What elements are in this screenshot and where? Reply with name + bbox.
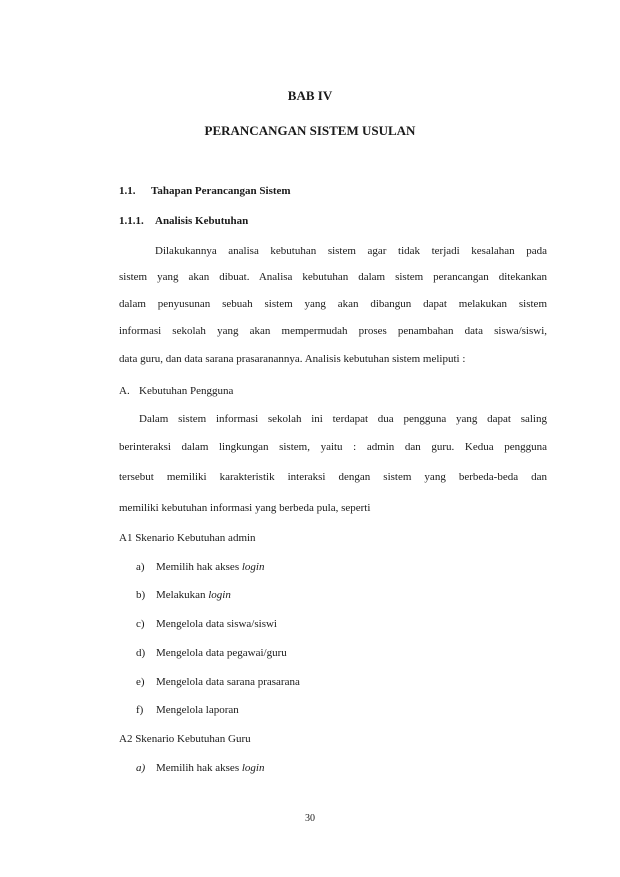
list-item-label: b) [136, 589, 146, 601]
list-item-text: Mengelola data siswa/siswi [156, 618, 277, 630]
chapter-title: PERANCANGAN SISTEM USULAN [204, 123, 416, 138]
chapter-heading: BAB IV [287, 88, 333, 103]
section-number: 1.1. [119, 185, 136, 197]
list-item-text: Memilih hak akses [156, 561, 242, 573]
scenario-guru-title: A2 Skenario Kebutuhan Guru [119, 733, 251, 745]
paragraph-line: data guru, dan data sarana prasaranannya. Analisis kebutuhan sistem meliputi : [119, 353, 466, 365]
point-a-label: A. [119, 385, 130, 397]
list-item-emphasis: login [241, 561, 265, 573]
point-a-title: Kebutuhan Pengguna [139, 385, 234, 397]
subsection-title: Analisis Kebutuhan [155, 215, 249, 227]
list-item-emphasis: login [241, 762, 265, 774]
page-number: 30 [305, 813, 315, 824]
list-item-label: c) [136, 618, 145, 630]
paragraph-line: dalam penyusunan sebuah sistem yang akan dibangun dapat melakukan sistem [119, 298, 547, 310]
paragraph-line: memiliki kebutuhan informasi yang berbeda pula, seperti [119, 502, 371, 514]
subsection-number: 1.1.1. [119, 215, 144, 227]
paragraph-line: informasi sekolah yang akan mempermudah proses penambahan data siswa/siswi, [119, 325, 547, 337]
list-item-text: Melakukan [156, 589, 209, 601]
section-title: Tahapan Perancangan Sistem [151, 185, 291, 197]
list-item-text: Mengelola data pegawai/guru [156, 647, 287, 659]
list-item-label: a) [136, 561, 145, 573]
list-item-text: Mengelola laporan [156, 704, 239, 716]
paragraph-line: Dilakukannya analisa kebutuhan sistem agar tidak terjadi kesalahan pada [155, 245, 547, 257]
scenario-admin-title: A1 Skenario Kebutuhan admin [119, 532, 256, 544]
list-item-label: f) [136, 704, 144, 716]
paragraph-line: berinteraksi dalam lingkungan sistem, yaitu : admin dan guru. Kedua pengguna [119, 441, 547, 453]
list-item-text: Memilih hak akses [156, 762, 242, 774]
paragraph-line: sistem yang akan dibuat. Analisa kebutuhan dalam sistem perancangan ditekankan [119, 271, 547, 283]
list-item-label: e) [136, 676, 145, 688]
paragraph-line: tersebut memiliki karakteristik interaksi dengan sistem yang berbeda-beda dan [119, 471, 547, 483]
list-item-label: a) [136, 762, 146, 774]
list-item-text: Mengelola data sarana prasarana [156, 676, 300, 688]
paragraph-line: Dalam sistem informasi sekolah ini terdapat dua pengguna yang dapat saling [139, 413, 547, 425]
list-item-label: d) [136, 647, 146, 659]
list-item-emphasis: login [208, 589, 231, 601]
